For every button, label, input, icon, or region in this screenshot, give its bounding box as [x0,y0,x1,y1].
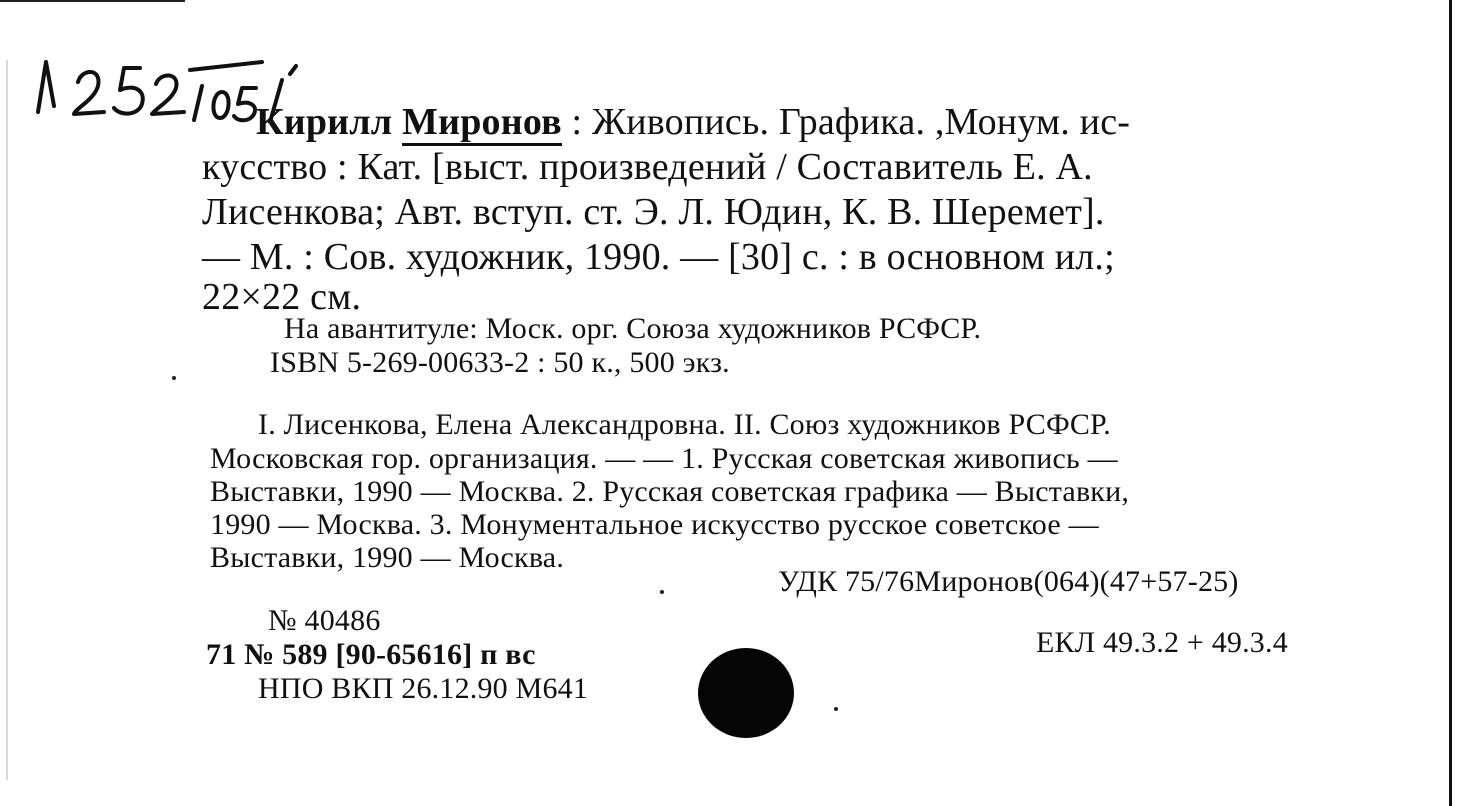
speck [172,376,176,380]
subjects-line-2: Московская гор. организация. — — 1. Русская советская живопись — [210,442,1118,475]
subjects-line-3: Выставки, 1990 — Москва. 2. Русская советская графика — Выставки, [210,475,1130,508]
isbn-line: ISBN 5-269-00633-2 : 50 к., 500 экз. [270,346,730,379]
order-line: 71 № 589 [90-65616] п вс [206,638,536,671]
subjects-line-5: Выставки, 1990 — Москва. [210,541,565,574]
card-top-edge [0,0,185,2]
card-right-edge [1449,0,1452,806]
card-left-edge [6,60,8,780]
speck [834,707,838,711]
title-part: : Живопись. Графика. ,Монум. ис- [571,101,1131,143]
author-last-name: Миронов [402,101,562,146]
ink-blot [698,648,794,738]
udk-code: УДК 75/76Миронов(064)(47+57-25) [778,565,1239,598]
printer-line: НПО ВКП 26.12.90 М641 [258,672,589,705]
subjects-line-1: I. Лисенкова, Елена Александровна. II. Союз художников РСФСР. [258,408,1111,441]
entry-line-1 [256,100,1130,144]
subjects-line-4: 1990 — Москва. 3. Монументальное искусство русское советское — [210,508,1099,541]
author-first-name: Кирилл [256,101,393,143]
entry-line-2: кусство : Кат. [выст. произведений / Составитель Е. А. [202,146,1093,188]
entry-line-4: — М. : Сов. художник, 1990. — [30] с. : в основном ил.; [202,236,1115,278]
registration-number: № 40486 [268,604,381,637]
half-title-note: На авантитуле: Моск. орг. Союза художников РСФСР. [284,312,982,345]
speck [660,590,664,594]
entry-line-3: Лисенкова; Авт. вступ. ст. Э. Л. Юдин, К. В. Шеремет]. [202,191,1105,233]
ekl-code: ЕКЛ 49.3.2 + 49.3.4 [1036,626,1288,659]
entry-line-5: 22×22 см. [202,276,362,318]
